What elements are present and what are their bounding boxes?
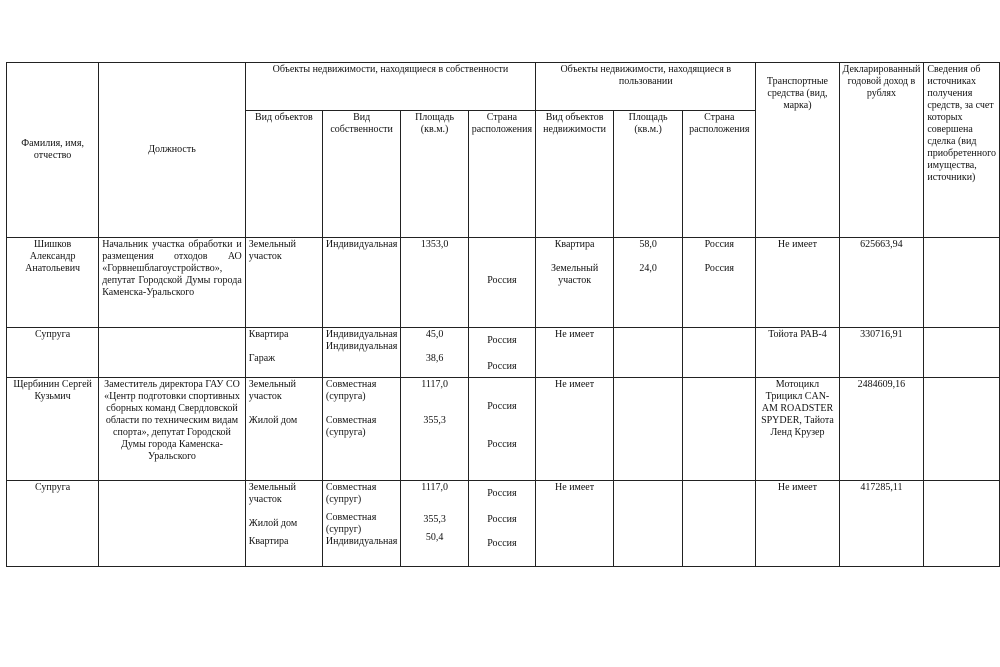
owned-country-text: Россия — [487, 401, 517, 412]
cell-sources — [924, 481, 1000, 567]
table-row — [7, 481, 1000, 567]
header-owned-ownership — [322, 111, 401, 238]
header-used-group-text: Объекты недвижимости, находящиеся в пользовании — [560, 64, 732, 87]
owned-type-text: Земельный участок — [248, 482, 296, 505]
owned-country-text: Россия — [487, 335, 517, 346]
cell-fio — [7, 378, 99, 481]
cell-owned-country — [468, 238, 535, 328]
cell-used-type — [536, 481, 614, 567]
income-text: 625663,94 — [860, 239, 903, 250]
header-used-type — [536, 111, 614, 238]
cell-owned-ownership — [322, 328, 401, 378]
cell-owned-ownership — [322, 238, 401, 328]
owned-ownership-text: Совместная (супруга) — [325, 379, 377, 402]
cell-transport — [756, 481, 839, 567]
owned-area-text: 1117,0 — [421, 482, 448, 493]
owned-area-text: 45,0 — [425, 329, 444, 340]
header-sources — [924, 63, 1000, 238]
used-type-text: Квартира — [554, 239, 595, 250]
income-text: 330716,91 — [860, 329, 903, 340]
header-owned-type-text: Вид объектов — [254, 112, 313, 123]
cell-fio — [7, 328, 99, 378]
table-row — [7, 328, 1000, 378]
header-owned-type — [245, 111, 322, 238]
header-fio-text: Фамилия, имя, отчество — [21, 138, 84, 161]
transport-text: Не имеет — [777, 239, 817, 250]
header-position-text: Должность — [148, 144, 196, 155]
owned-country-text: Россия — [487, 538, 517, 549]
owned-type-text: Жилой дом — [248, 518, 298, 529]
cell-used-country — [683, 328, 756, 378]
header-row-groups — [7, 63, 1000, 111]
owned-ownership-text: Индивидуальная — [325, 239, 398, 250]
used-country-text: Россия — [704, 239, 734, 250]
cell-sources — [924, 238, 1000, 328]
used-type-text: Не имеет — [555, 482, 595, 493]
cell-income — [839, 238, 924, 328]
header-owned-country-text: Страна расположения — [471, 112, 533, 135]
cell-owned-country — [468, 328, 535, 378]
owned-country-text: Россия — [487, 439, 517, 450]
cell-used-country — [683, 378, 756, 481]
owned-type-text: Гараж — [248, 353, 276, 364]
owned-area-text: 1117,0 — [421, 379, 448, 390]
header-used-area — [614, 111, 683, 238]
header-fio — [7, 63, 99, 238]
cell-owned-area — [401, 328, 468, 378]
fio-text: Супруга — [35, 482, 71, 493]
header-used-country-text: Страна расположения — [689, 112, 750, 135]
cell-sources — [924, 328, 1000, 378]
cell-owned-area — [401, 378, 468, 481]
cell-position — [99, 328, 246, 378]
owned-type-text: Земельный участок — [248, 239, 296, 262]
cell-used-area — [614, 328, 683, 378]
owned-type-text: Земельный участок — [248, 379, 296, 402]
owned-type-text: Жилой дом — [248, 415, 298, 426]
header-owned-area-text: Площадь (кв.м.) — [415, 112, 455, 135]
table-row — [7, 378, 1000, 481]
cell-fio — [7, 238, 99, 328]
cell-owned-area — [401, 481, 468, 567]
cell-owned-type — [245, 328, 322, 378]
cell-sources — [924, 378, 1000, 481]
owned-type-text: Квартира — [248, 536, 289, 547]
transport-text: Тойота РАВ-4 — [768, 329, 827, 340]
owned-area-text: 355,3 — [423, 514, 446, 525]
header-position — [99, 63, 246, 238]
cell-owned-type — [245, 378, 322, 481]
cell-used-country — [683, 481, 756, 567]
header-transport — [756, 63, 839, 238]
used-country-text: Россия — [704, 263, 734, 274]
transport-text: Не имеет — [777, 482, 817, 493]
fio-text: Супруга — [35, 329, 71, 340]
cell-owned-ownership — [322, 481, 401, 567]
header-income-text: Декларированный годовой доход в рублях — [842, 64, 921, 99]
income-text: 2484609,16 — [857, 379, 906, 390]
cell-used-type — [536, 238, 614, 328]
cell-transport — [756, 238, 839, 328]
cell-position — [99, 378, 246, 481]
cell-income — [839, 481, 924, 567]
cell-income — [839, 328, 924, 378]
cell-position — [99, 238, 246, 328]
cell-position — [99, 481, 246, 567]
owned-type-text: Квартира — [248, 329, 289, 340]
cell-income — [839, 378, 924, 481]
owned-ownership-text: Индивидуальная — [325, 341, 398, 352]
owned-area-text: 355,3 — [423, 415, 446, 426]
header-used-type-text: Вид объектов недвижимости — [543, 112, 606, 135]
owned-ownership-text: Индивидуальная — [325, 329, 398, 340]
owned-country-text: Россия — [487, 361, 517, 372]
cell-owned-area — [401, 238, 468, 328]
used-area-text: 24,0 — [639, 263, 657, 274]
used-area-text: 58,0 — [639, 239, 657, 250]
cell-owned-country — [468, 378, 535, 481]
header-owned-group-text: Объекты недвижимости, находящиеся в собственности — [272, 64, 509, 75]
income-declaration-table — [6, 62, 1000, 567]
table-row — [7, 238, 1000, 328]
owned-ownership-text: Совместная (супруг) — [325, 512, 377, 535]
cell-owned-type — [245, 481, 322, 567]
cell-fio — [7, 481, 99, 567]
owned-ownership-text: Совместная (супруга) — [325, 415, 377, 438]
used-type-text: Не имеет — [555, 379, 595, 390]
owned-country-text: Россия — [487, 514, 517, 525]
income-text: 417285,11 — [860, 482, 903, 493]
cell-owned-country — [468, 481, 535, 567]
owned-area-text: 50,4 — [425, 532, 444, 543]
fio-text: Шишков Александр Анатольевич — [25, 239, 81, 274]
fio-text: Щербинин Сергей Кузьмич — [13, 379, 92, 402]
used-type-text: Земельный участок — [550, 263, 599, 286]
header-used-group — [536, 63, 756, 111]
owned-ownership-text: Индивидуальная — [325, 536, 398, 547]
cell-used-type — [536, 378, 614, 481]
owned-country-text: Россия — [487, 275, 517, 286]
cell-used-area — [614, 238, 683, 328]
cell-used-area — [614, 481, 683, 567]
cell-owned-ownership — [322, 378, 401, 481]
header-owned-country — [468, 111, 535, 238]
owned-area-text: 38,6 — [425, 353, 444, 364]
header-owned-group — [245, 63, 535, 111]
header-used-area-text: Площадь (кв.м.) — [628, 112, 668, 135]
transport-text: Мотоцикл Трицикл CAN-AM ROADSTER SPYDER, Тайота Ленд Крузер — [761, 379, 834, 438]
cell-used-country — [683, 238, 756, 328]
position-text: Заместитель директора ГАУ СО «Центр подготовки спортивных сборных команд Свердловской области по техническим видам спорта», депутат Городской Думы города Каменска-Уральского — [104, 379, 240, 462]
header-owned-area — [401, 111, 468, 238]
header-sources-text: Сведения об источниках получения средств, за счет которых совершена сделка (вид приобретенного имущества, источники) — [927, 64, 996, 183]
used-type-text: Не имеет — [555, 329, 595, 340]
cell-owned-type — [245, 238, 322, 328]
cell-transport — [756, 378, 839, 481]
owned-country-text: Россия — [487, 488, 517, 499]
header-income — [839, 63, 924, 238]
declaration-sheet — [6, 62, 1000, 567]
header-transport-text: Транспортные средства (вид, марка) — [766, 76, 828, 111]
owned-ownership-text: Совместная (супруг) — [325, 482, 377, 505]
position-text: Начальник участка обработки и размещения отходов АО «Горвнешблагоустройство», депутат Городской Думы города Каменска-Уральского — [102, 239, 242, 298]
cell-used-type — [536, 328, 614, 378]
header-used-country — [683, 111, 756, 238]
owned-area-text: 1353,0 — [420, 239, 449, 250]
cell-transport — [756, 328, 839, 378]
cell-used-area — [614, 378, 683, 481]
header-owned-ownership-text: Вид собственности — [330, 112, 393, 135]
